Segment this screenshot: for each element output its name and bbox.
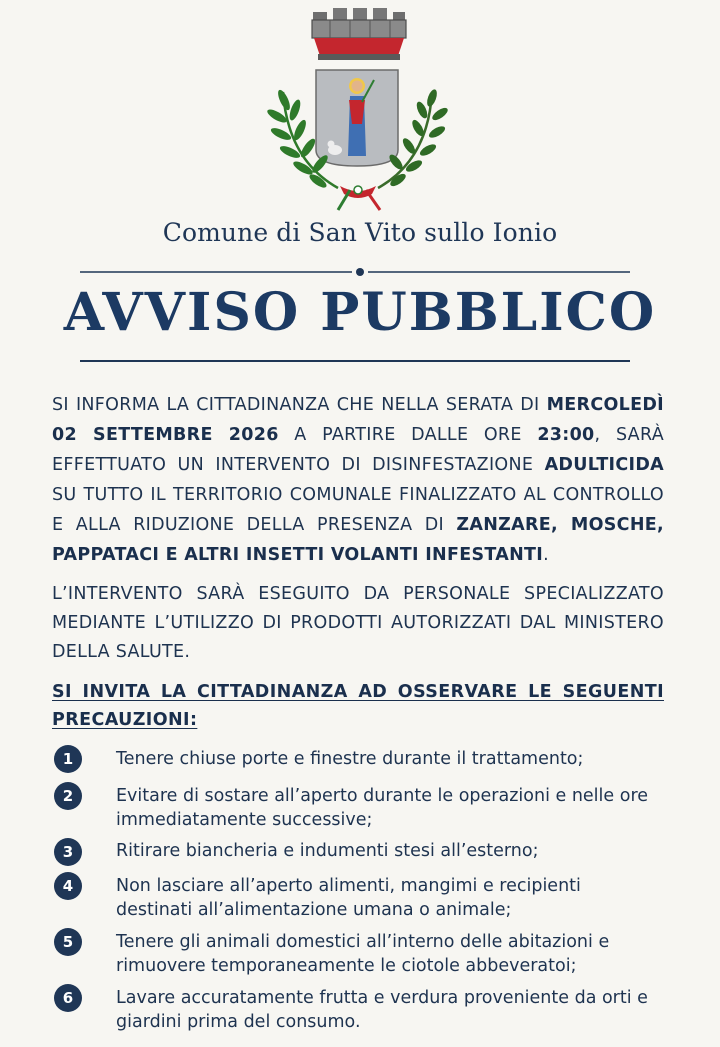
step-number-badge: 4 <box>54 872 82 900</box>
execution-paragraph: L’INTERVENTO SARÀ ESEGUITO DA PERSONALE SPECIALIZZATO MEDIANTE L’UTILIZZO DI PRODOTTI AUTORIZZATI DAL MINISTERO DELLA SALUTE. <box>52 584 664 662</box>
notice-text: SI INFORMA LA CITTADINANZA CHE NELLA SERATA DI <box>52 395 547 415</box>
step-number-badge: 6 <box>54 984 82 1012</box>
treatment-type: ADULTICIDA <box>544 455 664 475</box>
step-text: Ritirare biancheria e indumenti stesi all’esterno; <box>116 841 539 861</box>
step-text: Tenere gli animali domestici all’interno delle abitazioni e rimuovere temporaneamente le ciotole abbeveratoi; <box>116 932 610 976</box>
step-number-badge: 3 <box>54 838 82 866</box>
step-text: Lavare accuratamente frutta e verdura proveniente da orti e giardini prima del consumo. <box>116 988 648 1032</box>
target-insects: ZANZARE, MOSCHE, PAPPATACI E ALTRI INSETTI VOLANTI INFESTANTI <box>52 515 664 565</box>
step-text: Non lasciare all’aperto alimenti, mangimi e recipienti destinati all’alimentazione umana o animale; <box>116 876 581 920</box>
page-title: AVVISO PUBBLICO <box>63 282 657 343</box>
municipality-name: Comune di San Vito sullo Ionio <box>162 218 558 247</box>
notice-text: SU TUTTO IL TERRITORIO COMUNALE FINALIZZATO AL CONTROLLO E ALLA RIDUZIONE DELLA PRESENZA DI <box>52 485 664 535</box>
step-number-badge: 2 <box>54 782 82 810</box>
step-text: Evitare di sostare all’aperto durante le operazioni e nelle ore immediatamente successive; <box>116 786 649 830</box>
notice-date: MERCOLEDÌ 02 SETTEMBRE 2026 <box>52 395 664 445</box>
notice-text: A PARTIRE DALLE ORE <box>278 425 538 445</box>
notice-text: , SARÀ EFFETTUATO UN INTERVENTO DI DISINFESTAZIONE <box>52 425 664 475</box>
precautions-heading: SI INVITA LA CITTADINANZA AD OSSERVARE LE SEGUENTI PRECAUZIONI: <box>52 682 664 730</box>
step-number-badge: 5 <box>54 928 82 956</box>
step-text: Tenere chiuse porte e finestre durante il trattamento; <box>116 749 584 769</box>
step-number-badge: 1 <box>54 745 82 773</box>
notice-time: 23:00 <box>537 425 595 445</box>
notice-text: . <box>543 545 549 565</box>
